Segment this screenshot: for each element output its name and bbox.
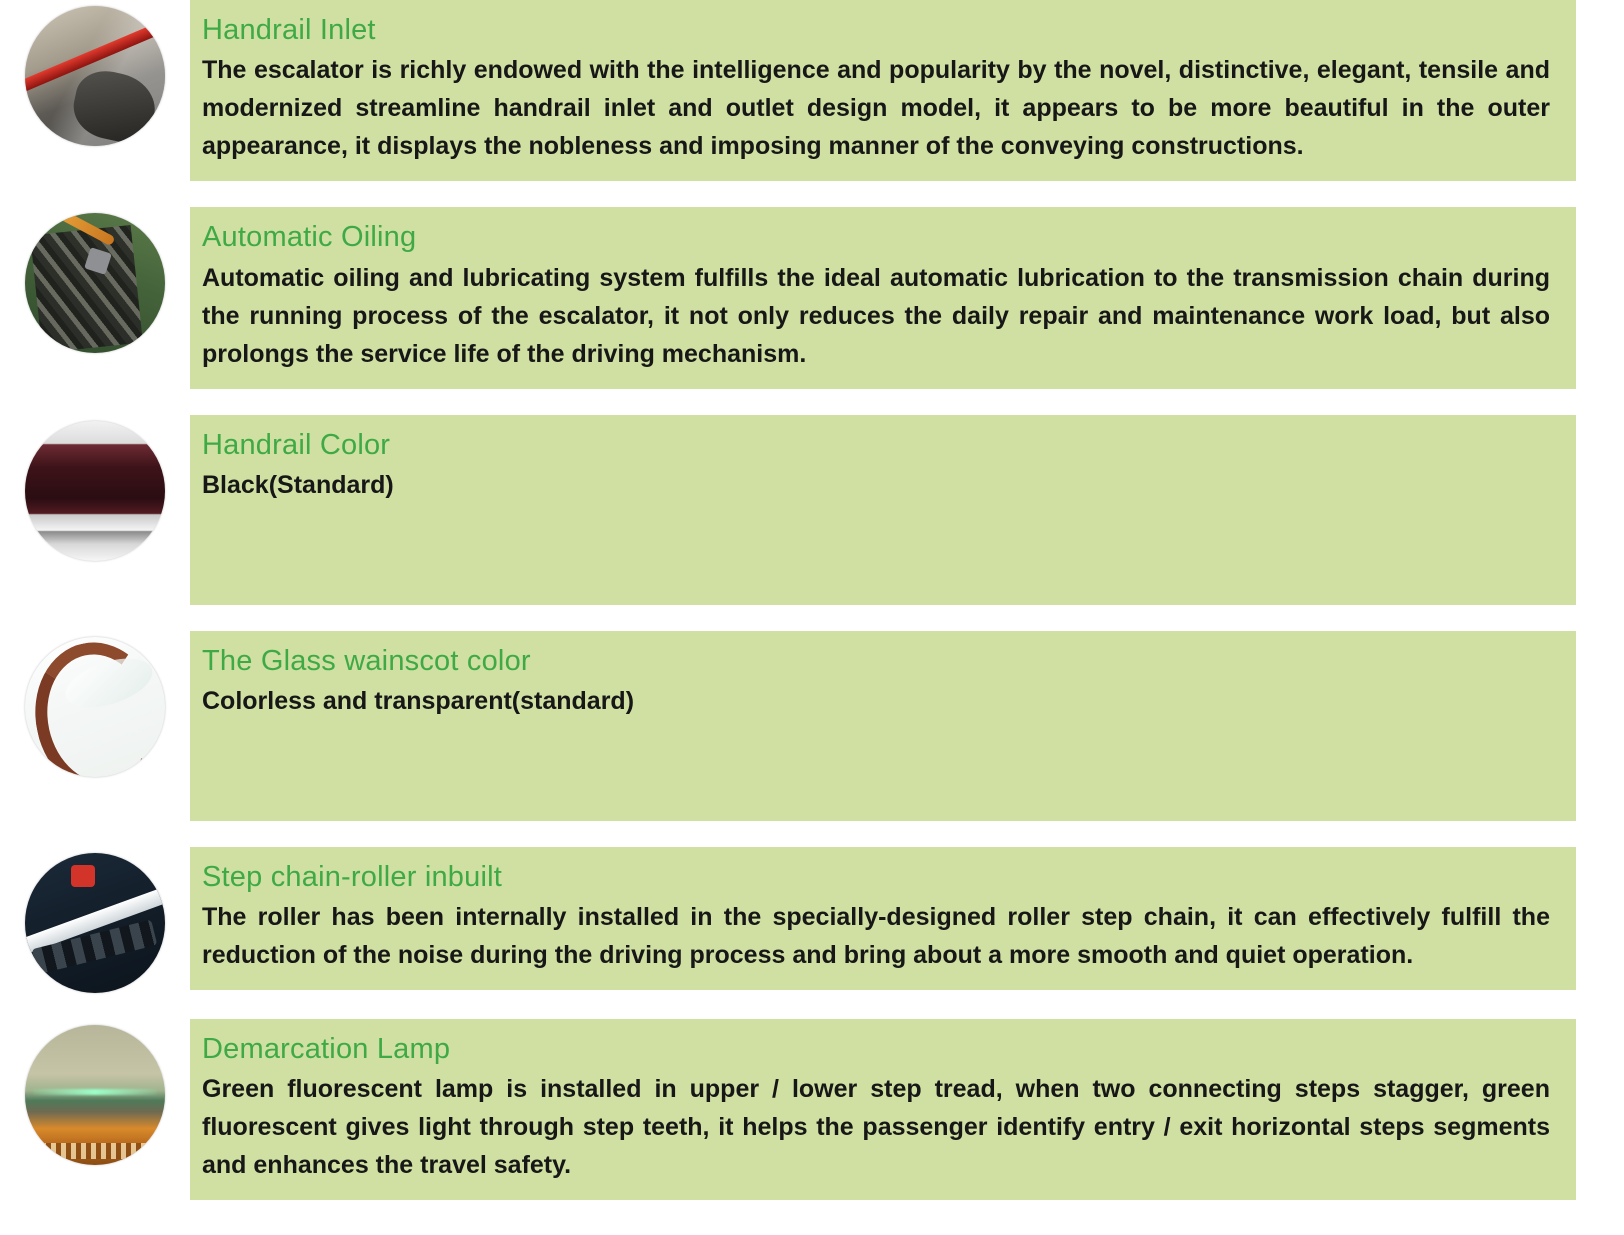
feature-content: [190, 0, 1576, 181]
row-divider: [0, 389, 1624, 415]
photo-layer: [25, 421, 165, 561]
automatic-oiling-photo: [25, 213, 165, 353]
feature-content: [190, 631, 1576, 821]
feature-content: [190, 207, 1576, 388]
feature-title: Demarcation Lamp: [202, 1032, 451, 1065]
feature-row: [0, 0, 1624, 181]
feature-body: The roller has been internally installed in the specially-designed roller step chain, it can effectively fulfill the reduction of the noise during the driving process and bring about a more smooth and quiet operation.: [202, 903, 1550, 970]
feature-content: [190, 1019, 1576, 1200]
handrail-inlet-photo: [25, 6, 165, 146]
feature-body: Green fluorescent lamp is installed in upper / lower step tread, when two connecting steps stagger, green fluorescent gives light through step teeth, it helps the passenger identify entry / exit horizontal steps segments and enhances the travel safety.: [202, 1075, 1550, 1180]
feature-thumbnail-cell: [0, 847, 190, 993]
feature-thumbnail-cell: [0, 207, 190, 353]
feature-content: [190, 847, 1576, 990]
feature-thumbnail-cell: [0, 415, 190, 561]
feature-body: Colorless and transparent(standard): [202, 687, 635, 716]
photo-detail-step-teeth: [31, 1143, 160, 1159]
feature-row: [0, 207, 1624, 388]
feature-title: The Glass wainscot color: [202, 644, 531, 677]
step-chain-roller-photo: [25, 853, 165, 993]
feature-body: Black(Standard): [202, 471, 394, 500]
photo-detail-marker: [71, 865, 95, 887]
feature-row: [0, 631, 1624, 821]
feature-title: Automatic Oiling: [202, 221, 417, 254]
feature-body: Automatic oiling and lubricating system fulfills the ideal automatic lubrication to the transmission chain during the running process of the escalator, it not only reduces the daily repair and maintenance work load, but also prolongs the service life of the driving mechanism.: [202, 263, 1550, 368]
feature-row: [0, 415, 1624, 605]
feature-title: Handrail Color: [202, 428, 391, 461]
feature-row: [0, 1019, 1624, 1200]
feature-title: Handrail Inlet: [202, 14, 376, 46]
row-divider: [0, 605, 1624, 631]
feature-row: [0, 847, 1624, 993]
photo-detail-green-glow: [33, 1089, 156, 1095]
feature-thumbnail-cell: [0, 631, 190, 777]
photo-detail-chain: [30, 225, 143, 352]
feature-content: [190, 415, 1576, 605]
feature-thumbnail-cell: [0, 1019, 190, 1165]
handrail-color-photo: [25, 421, 165, 561]
row-divider: [0, 181, 1624, 207]
feature-thumbnail-cell: [0, 0, 190, 146]
feature-title: Step chain-roller inbuilt: [202, 860, 502, 893]
glass-wainscot-photo: [25, 637, 165, 777]
feature-body: The escalator is richly endowed with the intelligence and popularity by the novel, distinctive, elegant, tensile and modernized streamline handrail inlet and outlet design model, it appears to be more beautiful in the outer appearance, it displays the nobleness and imposing manner of the conveying constructions.: [202, 56, 1550, 161]
row-divider: [0, 993, 1624, 1019]
demarcation-lamp-photo: [25, 1025, 165, 1165]
row-divider: [0, 821, 1624, 847]
